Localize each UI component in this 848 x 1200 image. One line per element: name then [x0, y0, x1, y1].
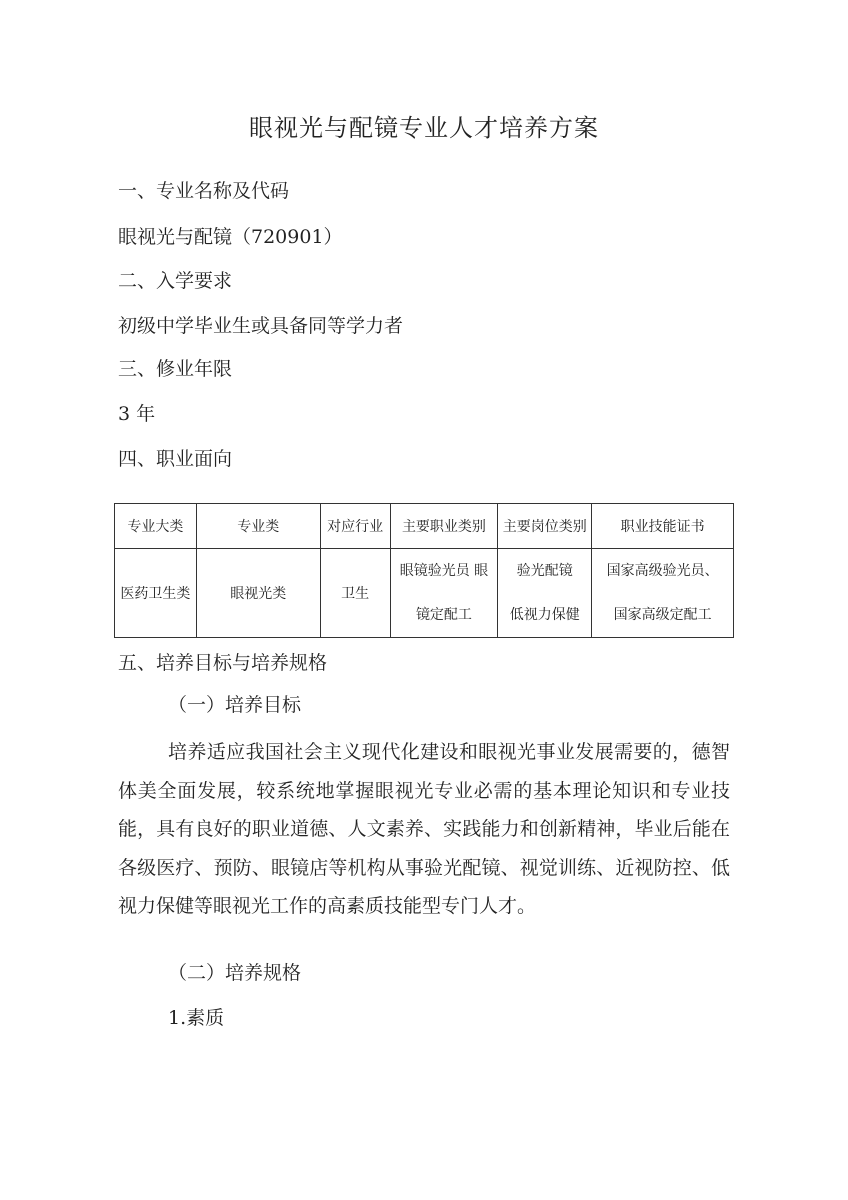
study-duration: 3 年 [118, 403, 156, 425]
industry-cell: 卫生 [320, 549, 390, 638]
occupation-line-2: 镜定配工 [415, 607, 472, 623]
section-heading-2: 二、入学要求 [118, 270, 233, 292]
table-header-cell: 主要职业类别 [390, 504, 498, 549]
post-line-2: 低视力保健 [509, 607, 580, 623]
career-orientation-table [114, 503, 734, 638]
table-header-cell: 对应行业 [320, 504, 390, 549]
subsection-heading-spec: （二）培养规格 [168, 962, 302, 984]
list-item-quality: 1.素质 [168, 1007, 225, 1029]
occupation-cell [390, 549, 498, 638]
admission-requirement: 初级中学毕业生或具备同等学力者 [118, 315, 404, 337]
table-header-row [115, 504, 734, 549]
certificate-cell [592, 549, 734, 638]
major-category-cell: 医药卫生类 [115, 549, 197, 638]
occupation-line-1: 眼镜验光员 眼 [399, 563, 489, 579]
section-heading-5: 五、培养目标与培养规格 [118, 652, 328, 674]
training-goal-paragraph: 培养适应我国社会主义现代化建设和眼视光事业发展需要的，德智体美全面发展，较系统地掌握眼视光专业必需的基本理论知识和专业技能，具有良好的职业道德、人文素养、实践能力和创新精神，毕业后能在各级医疗、预防、眼镜店等机构从事验光配镜、视觉训练、近视防控、低视力保健等眼视光工作的高素质技能型专门人才。 [118, 741, 730, 917]
post-cell [498, 549, 592, 638]
table-header-cell: 主要岗位类别 [498, 504, 592, 549]
subsection-heading-goal: （一）培养目标 [168, 694, 302, 716]
table-header-cell: 专业类 [196, 504, 320, 549]
major-name-code: 眼视光与配镜（720901） [118, 226, 343, 248]
section-heading-3: 三、修业年限 [118, 358, 233, 380]
section-heading-1: 一、专业名称及代码 [118, 180, 290, 202]
certificate-line-1: 国家高级验光员、 [606, 563, 719, 579]
post-line-1: 验光配镜 [516, 563, 573, 579]
table-row [115, 549, 734, 638]
major-class-cell: 眼视光类 [196, 549, 320, 638]
certificate-line-2: 国家高级定配工 [613, 607, 712, 623]
table-header-cell: 专业大类 [115, 504, 197, 549]
table-header-cell: 职业技能证书 [592, 504, 734, 549]
section-heading-4: 四、职业面向 [118, 448, 233, 470]
page-title: 眼视光与配镜专业人才培养方案 [249, 114, 599, 142]
